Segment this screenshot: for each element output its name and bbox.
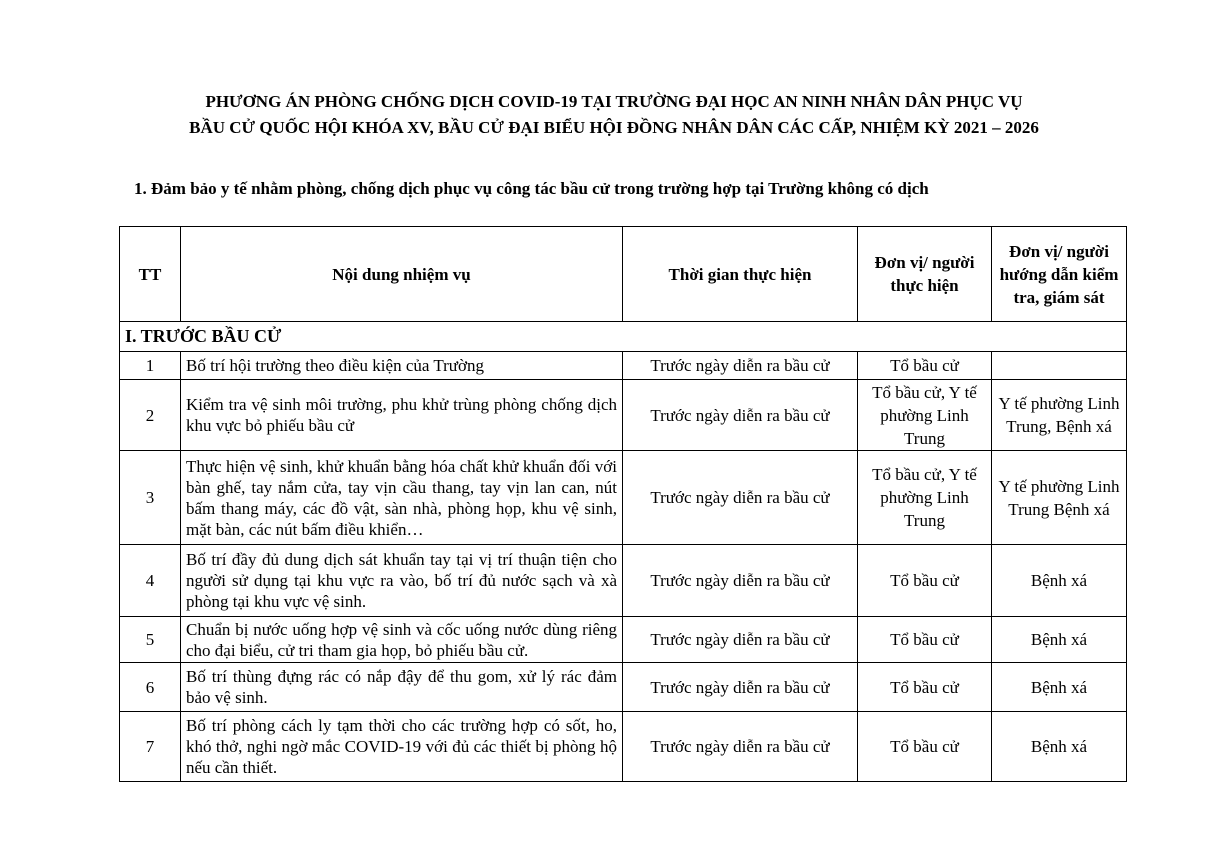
row-supervisor: Bệnh xá	[992, 663, 1127, 712]
row-tt: 7	[120, 712, 181, 782]
row-unit: Tổ bầu cử, Y tế phường Linh Trung	[858, 451, 992, 545]
document-title	[0, 89, 1228, 141]
phase-row	[120, 322, 1127, 352]
row-supervisor: Y tế phường Linh Trung, Bệnh xá	[992, 380, 1127, 451]
row-unit: Tổ bầu cử	[858, 545, 992, 617]
table-row	[120, 352, 1127, 380]
section-heading: 1. Đảm bảo y tế nhằm phòng, chống dịch phục vụ công tác bầu cử trong trường hợp tại Trường không có dịch	[134, 179, 929, 198]
table-row	[120, 663, 1127, 712]
row-content: Bố trí hội trường theo điều kiện của Trường	[181, 352, 623, 380]
row-supervisor: Bệnh xá	[992, 617, 1127, 663]
header-tt: TT	[120, 227, 181, 322]
document-title-line-1: PHƯƠNG ÁN PHÒNG CHỐNG DỊCH COVID-19 TẠI TRƯỜNG ĐẠI HỌC AN NINH NHÂN DÂN PHỤC VỤ	[205, 92, 1023, 111]
row-time: Trước ngày diễn ra bầu cử	[623, 451, 858, 545]
header-content: Nội dung nhiệm vụ	[181, 227, 623, 322]
row-content: Bố trí phòng cách ly tạm thời cho các trường hợp có sốt, ho, khó thở, nghi ngờ mắc COVID-19 với đủ các thiết bị phòng hộ nếu cần thiết.	[181, 712, 623, 782]
row-supervisor: Bệnh xá	[992, 545, 1127, 617]
row-time: Trước ngày diễn ra bầu cử	[623, 617, 858, 663]
row-time: Trước ngày diễn ra bầu cử	[623, 545, 858, 617]
row-tt: 1	[120, 352, 181, 380]
table-row	[120, 451, 1127, 545]
table-header-row	[120, 227, 1127, 322]
row-tt: 4	[120, 545, 181, 617]
row-content: Chuẩn bị nước uống hợp vệ sinh và cốc uống nước dùng riêng cho đại biểu, cử tri tham gia họp, bỏ phiếu bầu cử.	[181, 617, 623, 663]
document-title-line-2: BẦU CỬ QUỐC HỘI KHÓA XV, BẦU CỬ ĐẠI BIỂU HỘI ĐỒNG NHÂN DÂN CÁC CẤP, NHIỆM KỲ 2021 – 2026	[189, 118, 1039, 137]
row-tt: 5	[120, 617, 181, 663]
row-time: Trước ngày diễn ra bầu cử	[623, 352, 858, 380]
row-tt: 6	[120, 663, 181, 712]
row-unit: Tổ bầu cử	[858, 352, 992, 380]
row-time: Trước ngày diễn ra bầu cử	[623, 712, 858, 782]
row-unit: Tổ bầu cử	[858, 663, 992, 712]
table-row	[120, 712, 1127, 782]
row-time: Trước ngày diễn ra bầu cử	[623, 663, 858, 712]
row-supervisor: Bệnh xá	[992, 712, 1127, 782]
table-row	[120, 380, 1127, 451]
row-content: Kiểm tra vệ sinh môi trường, phu khử trùng phòng chống dịch khu vực bỏ phiếu bầu cử	[181, 380, 623, 451]
row-supervisor	[992, 352, 1127, 380]
header-supervisor: Đơn vị/ người hướng dẫn kiểm tra, giám sát	[992, 227, 1127, 322]
row-content: Bố trí đầy đủ dung dịch sát khuẩn tay tại vị trí thuận tiện cho người sử dụng tại khu vực ra vào, bố trí đủ nước sạch và xà phòng tại khu vực vệ sinh.	[181, 545, 623, 617]
task-table	[119, 226, 1127, 782]
row-content: Bố trí thùng đựng rác có nắp đậy để thu gom, xử lý rác đảm bảo vệ sinh.	[181, 663, 623, 712]
row-tt: 2	[120, 380, 181, 451]
table-row	[120, 545, 1127, 617]
row-content: Thực hiện vệ sinh, khử khuẩn bằng hóa chất khử khuẩn đối với bàn ghế, tay nắm cửa, tay vịn cầu thang, tay vịn lan can, nút bấm thang máy, các đồ vật, sàn nhà, phòng họp, khu vệ sinh, mặt bàn, các nút bấm điều khiển…	[181, 451, 623, 545]
header-time: Thời gian thực hiện	[623, 227, 858, 322]
row-time: Trước ngày diễn ra bầu cử	[623, 380, 858, 451]
table-row	[120, 617, 1127, 663]
row-unit: Tổ bầu cử	[858, 617, 992, 663]
phase-label: I. TRƯỚC BẦU CỬ	[120, 322, 1127, 352]
row-unit: Tổ bầu cử, Y tế phường Linh Trung	[858, 380, 992, 451]
row-supervisor: Y tế phường Linh Trung Bệnh xá	[992, 451, 1127, 545]
row-tt: 3	[120, 451, 181, 545]
row-unit: Tổ bầu cử	[858, 712, 992, 782]
header-unit: Đơn vị/ người thực hiện	[858, 227, 992, 322]
